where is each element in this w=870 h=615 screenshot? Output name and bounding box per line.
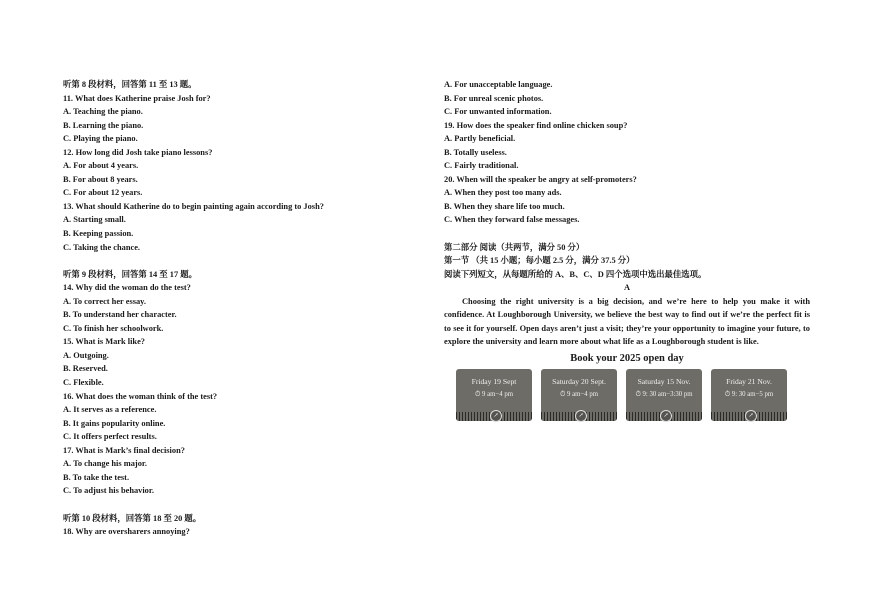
option: B. When they share life too much. — [444, 201, 565, 211]
card-time-text: 9: 30 am−5 pm — [731, 391, 774, 399]
card-time — [711, 390, 787, 399]
option: B. To understand her character. — [63, 310, 177, 320]
left-column — [63, 78, 393, 539]
section-header: 听第 9 段材料，回答第 14 至 17 题。 — [63, 269, 197, 279]
question: 12. How long did Josh take piano lessons? — [63, 147, 213, 157]
option: C. Taking the chance. — [63, 242, 141, 252]
open-day-card — [456, 369, 532, 421]
option: C. When they forward false messages. — [444, 215, 580, 225]
option: A. When they post too many ads. — [444, 188, 562, 198]
option: B. Reserved. — [63, 364, 108, 374]
option: C. Playing the piano. — [63, 134, 138, 144]
option: C. To finish her schoolwork. — [63, 323, 164, 333]
arrow-icon: ↗ — [490, 410, 502, 422]
option: A. Starting small. — [63, 215, 126, 225]
card-time-text: 9: 30 am−3:30 pm — [642, 391, 693, 399]
section-header: 听第 10 段材料，回答第 18 至 20 题。 — [63, 513, 202, 523]
clock-icon: ⏱ — [559, 391, 567, 399]
instruction: 阅读下列短文，从每题所给的 A、B、C、D 四个选项中选出最佳选项。 — [444, 269, 707, 279]
clock-icon: ⏱ — [635, 391, 643, 399]
question: 20. When will the speaker be angry at self-promoters? — [444, 174, 637, 184]
question: 13. What should Katherine do to begin painting again according to Josh? — [63, 201, 324, 211]
subsection-heading: 第一节 （共 15 小题；每小题 2.5 分，满分 37.5 分） — [444, 256, 635, 266]
question: 18. Why are oversharers annoying? — [63, 527, 190, 537]
option: A. Outgoing. — [63, 350, 109, 360]
open-day-card — [541, 369, 617, 421]
card-date: Friday 19 Sept — [471, 377, 517, 387]
clock-icon: ⏱ — [474, 391, 482, 399]
question: 15. What is Mark like? — [63, 337, 145, 347]
part-heading: 第二部分 阅读（共两节，满分 50 分） — [444, 242, 585, 252]
open-day-cards — [456, 369, 810, 421]
question: 19. How does the speaker find online chicken soup? — [444, 120, 628, 130]
open-day-card — [626, 369, 702, 421]
question: 16. What does the woman think of the test? — [63, 391, 218, 401]
card-date: Saturday 15 Nov. — [637, 377, 691, 387]
passage-letter: A — [623, 283, 631, 293]
spacer — [63, 498, 393, 512]
card-time-text: 9 am−4 pm — [566, 391, 599, 399]
option: C. For unwanted information. — [444, 107, 552, 117]
option: B. Totally useless. — [444, 147, 507, 157]
option: C. Fairly traditional. — [444, 161, 519, 171]
arrow-icon: ↗ — [745, 410, 757, 422]
option: B. To take the test. — [63, 472, 130, 482]
card-time-text: 9 am−4 pm — [481, 391, 514, 399]
option: C. To adjust his behavior. — [63, 486, 154, 496]
option: B. It gains popularity online. — [63, 418, 166, 428]
card-time — [541, 390, 617, 399]
option: A. For unacceptable language. — [444, 80, 553, 89]
open-day-card — [711, 369, 787, 421]
option: B. Keeping passion. — [63, 229, 134, 239]
card-time — [626, 390, 702, 399]
spacer — [63, 254, 393, 268]
option: C. Flexible. — [63, 378, 104, 388]
right-column — [444, 78, 810, 421]
option: A. To correct her essay. — [63, 296, 146, 306]
card-time — [456, 390, 532, 399]
question: 11. What does Katherine praise Josh for? — [63, 93, 211, 103]
option: A. It serves as a reference. — [63, 405, 157, 415]
spacer — [444, 227, 810, 241]
option: B. For unreal scenic photos. — [444, 93, 544, 103]
arrow-icon: ↗ — [575, 410, 587, 422]
option: C. It offers perfect results. — [63, 432, 157, 442]
question: 14. Why did the woman do the test? — [63, 283, 191, 293]
option: B. Learning the piano. — [63, 120, 144, 130]
option: C. For about 12 years. — [63, 188, 143, 198]
section-header: 听第 8 段材料，回答第 11 至 13 题。 — [63, 80, 197, 89]
option: A. Teaching the piano. — [63, 107, 143, 117]
option: A. Partly beneficial. — [444, 134, 516, 144]
option: B. For about 8 years. — [63, 174, 138, 184]
question: 17. What is Mark’s final decision? — [63, 445, 185, 455]
open-day-title: Book your 2025 open day — [570, 352, 684, 364]
option: A. To change his major. — [63, 459, 147, 469]
arrow-icon: ↗ — [660, 410, 672, 422]
card-date: Saturday 20 Sept. — [552, 377, 606, 387]
card-date: Friday 21 Nov. — [726, 377, 772, 387]
clock-icon: ⏱ — [724, 391, 732, 399]
option: A. For about 4 years. — [63, 161, 139, 171]
passage-paragraph: Choosing the right university is a big decision, and we’re here to help you make it with confidence. At Loughborough University, we believe the best way to find out if we’re the perfect fit is to see it for yourself. Open days aren’t just a visit; they’re your opportunity to imagine your future, to explore the university and learn more about what life as a Loughborough student is like. — [444, 296, 810, 347]
